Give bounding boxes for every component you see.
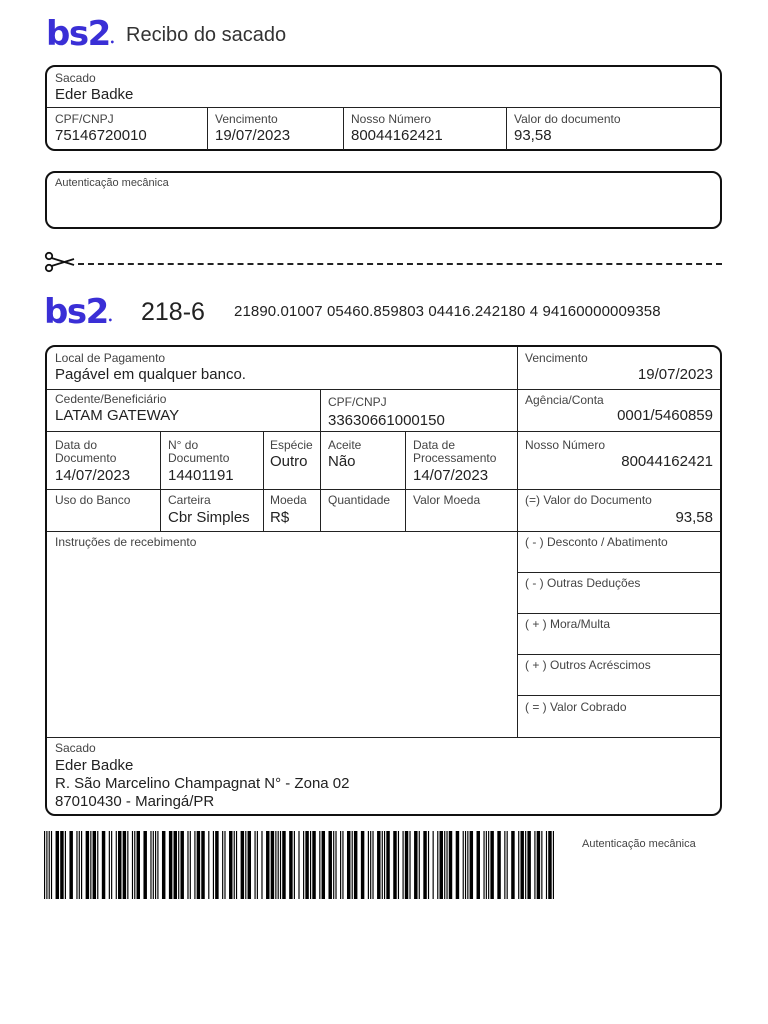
- agencia-label: Agência/Conta: [525, 393, 604, 407]
- barcode-bar: [548, 831, 551, 899]
- agencia-value: 0001/5460859: [617, 407, 713, 424]
- barcode-bar: [132, 831, 133, 899]
- sacado-label: Sacado: [55, 741, 96, 755]
- barcode-bar: [409, 831, 410, 899]
- barcode-bar: [248, 831, 251, 899]
- barcode-bar: [162, 831, 165, 899]
- barcode-bar: [440, 831, 443, 899]
- data-documento-label-2: Documento: [55, 451, 117, 465]
- barcode-bar: [537, 831, 540, 899]
- barcode-bar: [483, 831, 484, 899]
- barcode-bar: [123, 831, 126, 899]
- barcode-bar: [127, 831, 128, 899]
- quantidade-label: Quantidade: [328, 493, 391, 507]
- cedente-cnpj-label: CPF/CNPJ: [328, 395, 387, 409]
- barcode-bar: [111, 831, 112, 899]
- data-processamento-label-1: Data de: [413, 438, 456, 452]
- barcode-bar: [229, 831, 232, 899]
- barcode-bar: [116, 831, 117, 899]
- barcode-bar: [384, 831, 385, 899]
- desconto-label: ( - ) Desconto / Abatimento: [525, 535, 668, 549]
- moeda-value: R$: [270, 509, 290, 526]
- valor-cobrado-label: ( = ) Valor Cobrado: [525, 700, 627, 714]
- barcode-bar: [340, 831, 341, 899]
- divider: [47, 737, 720, 738]
- cedente-value: LATAM GATEWAY: [55, 407, 180, 424]
- barcode-bar: [174, 831, 177, 899]
- barcode-bar: [456, 831, 459, 899]
- divider: [263, 431, 264, 531]
- carteira-label: Carteira: [168, 493, 211, 507]
- barcode-bar: [352, 831, 353, 899]
- vencimento-label: Vencimento: [525, 351, 588, 365]
- barcode-bar: [486, 831, 487, 899]
- barcode-bar: [46, 831, 47, 899]
- barcode-bar: [433, 831, 434, 899]
- divider: [343, 107, 344, 150]
- logo-text: bs2: [46, 14, 110, 54]
- cedente-cnpj-value: 33630661000150: [328, 412, 445, 429]
- numero-documento-label-2: Documento: [168, 451, 230, 465]
- barcode-bar: [134, 831, 135, 899]
- barcode-bar: [546, 831, 547, 899]
- barcode-bar: [398, 831, 399, 899]
- barcode-bar: [520, 831, 523, 899]
- barcode-bar: [245, 831, 246, 899]
- uso-banco-label: Uso do Banco: [55, 493, 131, 507]
- barcode-bar: [178, 831, 179, 899]
- local-pagamento-label: Local de Pagamento: [55, 351, 166, 365]
- divider: [47, 531, 720, 532]
- data-processamento-label-2: Processamento: [413, 451, 497, 465]
- divider: [506, 107, 507, 150]
- nosso-numero-label: Nosso Número: [525, 438, 606, 452]
- barcode-bar: [282, 831, 285, 899]
- barcode-bar: [289, 831, 292, 899]
- digitable-line: 21890.01007 05460.859803 04416.242180 4 94160000009358: [234, 303, 661, 320]
- barcode-bar: [224, 831, 225, 899]
- barcode-bar: [477, 831, 480, 899]
- aceite-value: Não: [328, 453, 356, 470]
- barcode-bar: [118, 831, 121, 899]
- barcode-bar: [403, 831, 404, 899]
- receipt-title: Recibo do sacado: [126, 24, 287, 46]
- instrucoes-label: Instruções de recebimento: [55, 535, 197, 549]
- barcode-bar: [305, 831, 308, 899]
- scissors-icon: [44, 251, 76, 273]
- numero-documento-label-1: N° do: [168, 438, 199, 452]
- divider: [405, 431, 406, 531]
- divider: [517, 695, 720, 696]
- barcode-bar: [81, 831, 82, 899]
- divider: [320, 431, 321, 531]
- barcode: [44, 831, 554, 899]
- moeda-label: Moeda: [270, 493, 307, 507]
- divider: [47, 389, 720, 390]
- barcode-bar: [507, 831, 508, 899]
- barcode-bar: [470, 831, 473, 899]
- data-documento-label-1: Data do: [55, 438, 98, 452]
- barcode-bar: [423, 831, 426, 899]
- barcode-bar: [347, 831, 350, 899]
- barcode-bar: [525, 831, 526, 899]
- barcode-bar: [266, 831, 269, 899]
- barcode-bar: [518, 831, 519, 899]
- barcode-bar: [534, 831, 535, 899]
- divider: [517, 613, 720, 614]
- carteira-value: Cbr Simples: [168, 509, 250, 526]
- barcode-bar: [236, 831, 237, 899]
- barcode-bar: [497, 831, 500, 899]
- barcode-bar: [527, 831, 530, 899]
- barcode-bar: [76, 831, 77, 899]
- barcode-bar: [86, 831, 89, 899]
- sacado-label: Sacado: [55, 71, 96, 85]
- cut-line: [78, 263, 722, 265]
- valor-moeda-label: Valor Moeda: [413, 493, 481, 507]
- barcode-bar: [511, 831, 514, 899]
- barcode-bar: [102, 831, 105, 899]
- barcode-bar: [541, 831, 542, 899]
- barcode-bar: [97, 831, 98, 899]
- barcode-bar: [93, 831, 96, 899]
- data-documento-value: 14/07/2023: [55, 467, 131, 484]
- barcode-bar: [271, 831, 274, 899]
- data-processamento-value: 14/07/2023: [413, 467, 489, 484]
- barcode-bar: [335, 831, 336, 899]
- barcode-bar: [490, 831, 493, 899]
- barcode-bar: [488, 831, 489, 899]
- barcode-bar: [361, 831, 364, 899]
- barcode-bar: [150, 831, 151, 899]
- barcode-bar: [553, 831, 554, 899]
- barcode-bar: [368, 831, 369, 899]
- barcode-bar: [393, 831, 396, 899]
- outras-deducoes-label: ( - ) Outras Deduções: [525, 576, 641, 590]
- barcode-bar: [109, 831, 110, 899]
- barcode-bar: [241, 831, 244, 899]
- barcode-bar: [370, 831, 371, 899]
- especie-label: Espécie: [270, 438, 313, 452]
- divider: [207, 107, 208, 150]
- barcode-bar: [213, 831, 214, 899]
- especie-value: Outro: [270, 453, 308, 470]
- divider: [517, 654, 720, 655]
- barcode-bar: [504, 831, 505, 899]
- barcode-bar: [310, 831, 311, 899]
- aceite-label: Aceite: [328, 438, 362, 452]
- sacado-city: 87010430 - Maringá/PR: [55, 793, 215, 810]
- barcode-bar: [187, 831, 188, 899]
- nosso-numero-value: 80044162421: [351, 127, 443, 144]
- divider: [320, 389, 321, 431]
- valor-documento-label: (=) Valor do Documento: [525, 493, 652, 507]
- barcode-bar: [312, 831, 315, 899]
- barcode-bar: [180, 831, 183, 899]
- cpf-value: 75146720010: [55, 127, 147, 144]
- barcode-bar: [333, 831, 334, 899]
- vencimento-label: Vencimento: [215, 112, 278, 126]
- barcode-bar: [257, 831, 258, 899]
- barcode-bar: [90, 831, 91, 899]
- barcode-bar: [322, 831, 325, 899]
- barcode-bar: [386, 831, 389, 899]
- barcode-bar: [222, 831, 223, 899]
- sacado-address: R. São Marcelino Champagnat N° - Zona 02: [55, 775, 350, 792]
- barcode-bar: [446, 831, 447, 899]
- cpf-label: CPF/CNPJ: [55, 112, 114, 126]
- barcode-bar: [342, 831, 343, 899]
- logo-text: bs2: [44, 292, 108, 332]
- nosso-numero-label: Nosso Número: [351, 112, 432, 126]
- barcode-bar: [405, 831, 408, 899]
- barcode-bar: [234, 831, 235, 899]
- barcode-bar: [444, 831, 445, 899]
- barcode-bar: [303, 831, 304, 899]
- barcode-bar: [428, 831, 429, 899]
- barcode-bar: [197, 831, 200, 899]
- vencimento-value: 19/07/2023: [215, 127, 291, 144]
- barcode-bar: [319, 831, 320, 899]
- barcode-bar: [467, 831, 468, 899]
- mora-multa-label: ( + ) Mora/Multa: [525, 617, 611, 631]
- barcode-bar: [215, 831, 218, 899]
- barcode-bar: [153, 831, 154, 899]
- barcode-bar: [60, 831, 63, 899]
- vencimento-value: 19/07/2023: [637, 366, 713, 383]
- barcode-bar: [155, 831, 156, 899]
- sacado-value: Eder Badke: [55, 86, 134, 103]
- divider: [160, 431, 161, 531]
- barcode-bar: [157, 831, 158, 899]
- barcode-bar: [208, 831, 209, 899]
- outros-acrescimos-label: ( + ) Outros Acréscimos: [525, 658, 651, 672]
- barcode-bar: [69, 831, 72, 899]
- barcode-bar: [169, 831, 172, 899]
- divider: [47, 107, 720, 108]
- barcode-bar: [190, 831, 191, 899]
- divider: [47, 431, 720, 432]
- barcode-bar: [414, 831, 417, 899]
- bs2-logo: bs2•: [46, 14, 115, 54]
- barcode-bar: [143, 831, 146, 899]
- nosso-numero-value: 80044162421: [621, 453, 713, 470]
- bank-code: 218-6: [141, 298, 205, 326]
- barcode-bar: [382, 831, 383, 899]
- barcode-bar: [437, 831, 438, 899]
- barcode-bar: [328, 831, 331, 899]
- barcode-bar: [261, 831, 262, 899]
- barcode-bar: [201, 831, 204, 899]
- barcode-bar: [449, 831, 452, 899]
- barcode-bar: [49, 831, 50, 899]
- barcode-bar: [372, 831, 373, 899]
- barcode-bar: [56, 831, 59, 899]
- valor-documento-value: 93,58: [675, 509, 713, 526]
- barcode-bar: [44, 831, 45, 899]
- barcode-bar: [275, 831, 276, 899]
- numero-documento-value: 14401191: [168, 467, 234, 484]
- barcode-bar: [294, 831, 295, 899]
- barcode-bar: [278, 831, 279, 899]
- local-pagamento-value: Pagável em qualquer banco.: [55, 366, 246, 383]
- barcode-bar: [298, 831, 299, 899]
- barcode-bar: [419, 831, 420, 899]
- barcode-bar: [137, 831, 140, 899]
- barcode-bar: [65, 831, 66, 899]
- valor-value: 93,58: [514, 127, 552, 144]
- barcode-bar: [194, 831, 195, 899]
- barcode-bar: [79, 831, 80, 899]
- bs2-logo: bs2•: [44, 292, 113, 332]
- barcode-bar: [254, 831, 255, 899]
- divider: [517, 572, 720, 573]
- barcode-bar: [463, 831, 464, 899]
- barcode-bar: [354, 831, 357, 899]
- divider: [47, 489, 720, 490]
- barcode-bar: [51, 831, 52, 899]
- autenticacao-label: Autenticação mecânica: [55, 177, 169, 189]
- barcode-bar: [280, 831, 281, 899]
- valor-label: Valor do documento: [514, 112, 621, 126]
- divider: [517, 347, 518, 737]
- barcode-bar: [377, 831, 380, 899]
- sacado-name: Eder Badke: [55, 757, 134, 774]
- autenticacao-mecanica-label: Autenticação mecânica: [582, 838, 696, 850]
- cedente-label: Cedente/Beneficiário: [55, 392, 167, 406]
- barcode-bar: [465, 831, 466, 899]
